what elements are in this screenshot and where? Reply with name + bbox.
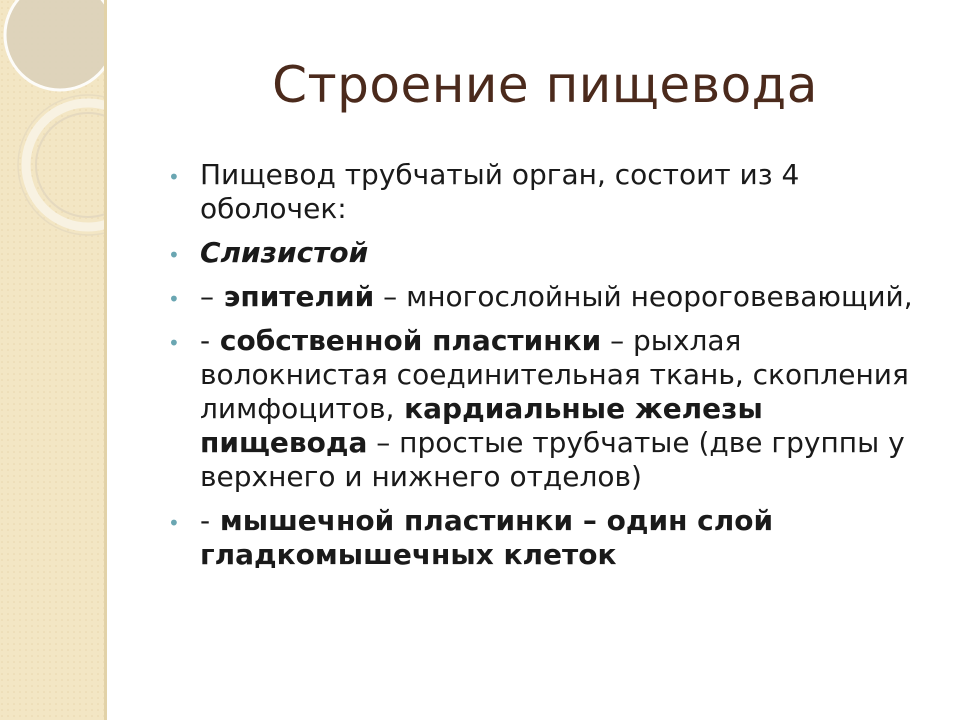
bullet-text: – рыхлая волокнистая соединительная ткань, скопления лимфоцитов,: [200, 324, 909, 425]
list-item: [168, 236, 928, 270]
list-item: [168, 324, 928, 494]
term-bold: эпителий: [214, 280, 375, 313]
term-bold: кардиальные железы пищевода: [200, 392, 763, 459]
list-item: [168, 504, 928, 572]
bullet-text-emphasis: Слизистой: [200, 236, 369, 269]
dash: -: [200, 504, 211, 537]
sidebar-border: [104, 0, 107, 720]
slide-title: Строение пищевода: [272, 56, 818, 114]
decorative-circles-graphic: [0, 0, 104, 720]
term-bold: собственной пластинки: [210, 324, 602, 357]
decorative-sidebar: [0, 0, 104, 720]
list-item: [168, 280, 928, 314]
bullet-text: Пищевод трубчатый орган, состоит из 4 оболочек:: [200, 158, 800, 225]
bullet-text: – многослойный неороговевающий,: [374, 280, 913, 313]
bullet-icon: •: [168, 331, 180, 355]
dash: -: [200, 324, 211, 357]
bullet-icon: •: [168, 243, 180, 267]
bullet-icon: •: [168, 511, 180, 535]
bullet-icon: •: [168, 165, 180, 189]
dash: –: [200, 280, 214, 313]
bullet-icon: •: [168, 287, 180, 311]
list-item: [168, 158, 928, 226]
term-bold: мышечной пластинки – один слой гладкомышечных клеток: [200, 504, 774, 571]
bullet-list: [168, 158, 928, 582]
bullet-text: – простые трубчатые (две группы у верхнего и нижнего отделов): [200, 426, 905, 493]
